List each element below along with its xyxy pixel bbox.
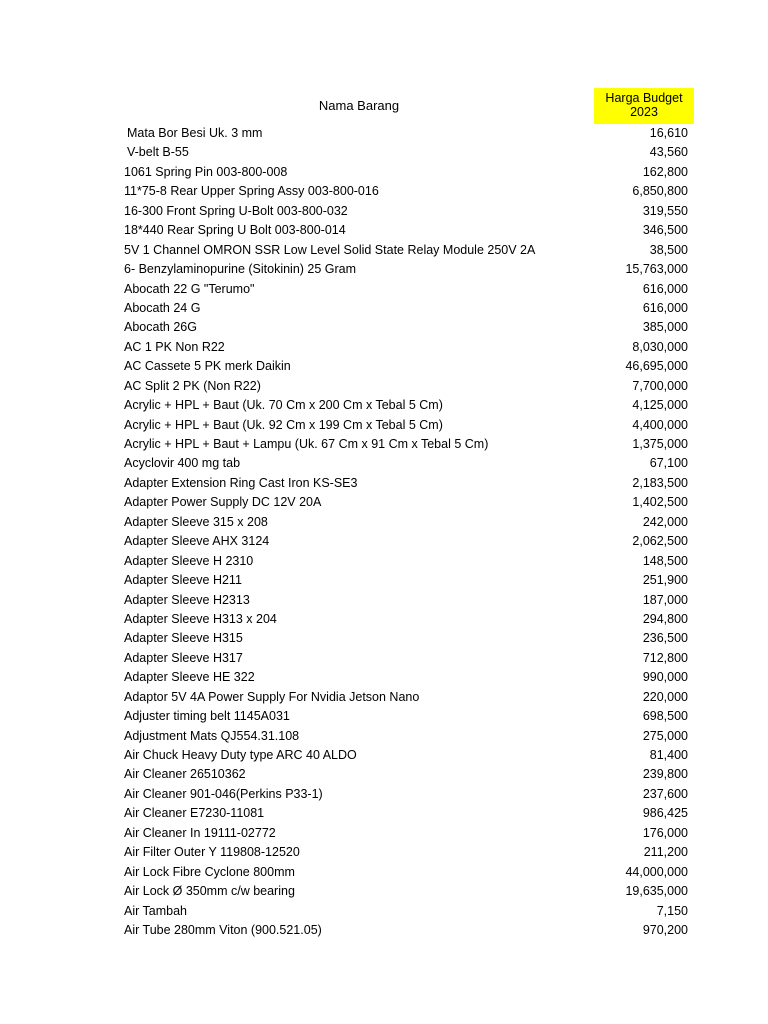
cell-budget-price[interactable]: 242,000 (642, 514, 688, 529)
cell-budget-price[interactable]: 698,500 (642, 709, 688, 724)
cell-budget-price[interactable]: 319,550 (642, 203, 688, 218)
cell-budget-price[interactable]: 46,695,000 (625, 359, 688, 374)
cell-budget-price[interactable]: 1,375,000 (632, 437, 688, 451)
cell-item-name[interactable]: Adapter Sleeve HE 322 (124, 670, 255, 685)
cell-budget-price[interactable]: 4,400,000 (632, 417, 688, 432)
cell-item-name[interactable]: Adapter Sleeve H211 (124, 573, 242, 588)
table-row (0, 221, 768, 240)
cell-item-name[interactable]: Adjuster timing belt 1145A031 (124, 709, 290, 724)
table-row (0, 454, 768, 473)
cell-budget-price[interactable]: 970,200 (642, 922, 688, 937)
cell-item-name[interactable]: V-belt B-55 (127, 145, 189, 160)
cell-item-name[interactable]: Adapter Sleeve H 2310 (124, 553, 254, 568)
cell-item-name[interactable]: Adapter Power Supply DC 12V 20A (124, 495, 322, 510)
cell-item-name[interactable]: 6- Benzylaminopurine (Sitokinin) 25 Gram (124, 262, 357, 277)
cell-budget-price[interactable]: 616,000 (642, 300, 688, 315)
cell-budget-price[interactable]: 275,000 (642, 728, 688, 743)
table-row (0, 863, 768, 882)
cell-item-name[interactable]: Acyclovir 400 mg tab (124, 456, 241, 471)
table-row (0, 299, 768, 318)
cell-budget-price[interactable]: 237,600 (642, 786, 688, 801)
table-row (0, 513, 768, 532)
cell-item-name[interactable]: Air Cleaner E7230-11081 (124, 806, 265, 821)
column-header-harga-budget[interactable] (594, 88, 694, 124)
cell-item-name[interactable]: 5V 1 Channel OMRON SSR Low Level Solid State Relay Module 250V 2A (124, 242, 536, 257)
table-row (0, 921, 768, 940)
cell-item-name[interactable]: Air Tube 280mm Viton (900.521.05) (124, 922, 322, 937)
cell-item-name[interactable]: AC Split 2 PK (Non R22) (124, 378, 261, 393)
cell-budget-price[interactable]: 162,800 (642, 164, 688, 179)
table-row (0, 785, 768, 804)
cell-budget-price[interactable]: 67,100 (649, 456, 688, 471)
cell-budget-price[interactable]: 211,200 (643, 845, 688, 860)
cell-budget-price[interactable]: 986,425 (642, 806, 688, 821)
table-row (0, 552, 768, 571)
cell-budget-price[interactable]: 990,000 (642, 670, 688, 685)
table-row (0, 532, 768, 551)
cell-item-name[interactable]: 16-300 Front Spring U-Bolt 003-800-032 (124, 203, 348, 218)
table-row (0, 824, 768, 843)
cell-item-name[interactable]: Abocath 24 G (124, 300, 201, 315)
cell-item-name[interactable]: Air Cleaner In 19111-02772 (124, 825, 276, 840)
cell-budget-price[interactable]: 16,610 (649, 126, 688, 140)
cell-budget-price[interactable]: 346,500 (642, 223, 688, 238)
table-row (0, 688, 768, 707)
cell-budget-price[interactable]: 176,000 (642, 825, 688, 840)
cell-item-name[interactable]: Adapter Sleeve H315 (124, 631, 243, 646)
table-row (0, 727, 768, 746)
cell-item-name[interactable]: Mata Bor Besi Uk. 3 mm (127, 126, 263, 140)
cell-item-name[interactable]: Acrylic + HPL + Baut (Uk. 92 Cm x 199 Cm x Tebal 5 Cm) (124, 417, 443, 432)
cell-item-name[interactable]: Air Filter Outer Y 119808-12520 (124, 845, 300, 860)
cell-budget-price[interactable]: 15,763,000 (625, 262, 688, 277)
cell-item-name[interactable]: Abocath 26G (124, 320, 197, 335)
cell-item-name[interactable]: Adapter Sleeve H313 x 204 (124, 611, 277, 626)
cell-item-name[interactable]: Acrylic + HPL + Baut + Lampu (Uk. 67 Cm x 91 Cm x Tebal 5 Cm) (124, 437, 489, 451)
cell-budget-price[interactable]: 239,800 (642, 767, 688, 782)
table-row (0, 746, 768, 765)
table-row (0, 396, 768, 415)
table-row (0, 804, 768, 823)
table-row (0, 882, 768, 901)
table-row (0, 182, 768, 201)
cell-budget-price[interactable]: 7,150 (656, 903, 688, 918)
table-row (0, 765, 768, 784)
table-row (0, 260, 768, 279)
table-row (0, 474, 768, 493)
table-row (0, 707, 768, 726)
cell-budget-price[interactable]: 294,800 (642, 611, 688, 626)
cell-item-name[interactable]: Air Chuck Heavy Duty type ARC 40 ALDO (124, 748, 357, 762)
cell-budget-price[interactable]: 2,062,500 (632, 534, 688, 549)
table-row (0, 241, 768, 260)
cell-item-name[interactable]: Adapter Extension Ring Cast Iron KS-SE3 (124, 475, 358, 490)
cell-item-name[interactable]: Air Tambah (124, 903, 187, 918)
table-row (0, 377, 768, 396)
table-row (0, 124, 768, 143)
cell-budget-price[interactable]: 385,000 (642, 320, 688, 335)
table-row (0, 843, 768, 862)
table-row (0, 629, 768, 648)
cell-budget-price[interactable]: 44,000,000 (625, 864, 688, 879)
cell-budget-price[interactable]: 81,400 (649, 748, 688, 762)
cell-budget-price[interactable]: 712,800 (642, 650, 688, 665)
table-row (0, 435, 768, 454)
cell-budget-price[interactable]: 38,500 (649, 242, 688, 257)
table-row (0, 571, 768, 590)
cell-budget-price[interactable]: 43,560 (649, 145, 688, 160)
cell-budget-price[interactable]: 4,125,000 (632, 398, 688, 413)
table-row (0, 318, 768, 337)
table-row (0, 280, 768, 299)
cell-item-name[interactable]: Air Lock Ø 350mm c/w bearing (124, 884, 295, 899)
table-row (0, 902, 768, 921)
cell-item-name[interactable]: Abocath 22 G "Terumo" (124, 281, 255, 296)
cell-item-name[interactable]: 11*75-8 Rear Upper Spring Assy 003-800-016 (124, 184, 379, 199)
table-row (0, 649, 768, 668)
table-row (0, 493, 768, 512)
cell-item-name[interactable]: 18*440 Rear Spring U Bolt 003-800-014 (124, 223, 346, 238)
cell-budget-price[interactable]: 7,700,000 (632, 378, 688, 393)
table-row (0, 591, 768, 610)
table-row (0, 668, 768, 687)
cell-budget-price[interactable]: 236,500 (642, 631, 688, 646)
cell-budget-price[interactable]: 616,000 (642, 281, 688, 296)
cell-item-name[interactable]: Adaptor 5V 4A Power Supply For Nvidia Jetson Nano (124, 689, 420, 704)
table-row (0, 143, 768, 162)
cell-item-name[interactable]: Air Cleaner 901-046(Perkins P33-1) (124, 786, 323, 801)
cell-budget-price[interactable]: 187,000 (642, 592, 688, 607)
column-header-harga-budget-line2: 2023 (630, 105, 658, 119)
table-row (0, 416, 768, 435)
cell-budget-price[interactable]: 148,500 (642, 553, 688, 568)
table-row (0, 163, 768, 182)
table-row (0, 338, 768, 357)
cell-item-name[interactable]: AC 1 PK Non R22 (124, 339, 225, 354)
table-body (0, 124, 768, 940)
cell-budget-price[interactable]: 19,635,000 (625, 884, 688, 899)
cell-budget-price[interactable]: 8,030,000 (632, 339, 688, 354)
cell-item-name[interactable]: AC Cassete 5 PK merk Daikin (124, 359, 291, 374)
cell-item-name[interactable]: Adjustment Mats QJ554.31.108 (124, 728, 300, 743)
table-row (0, 357, 768, 376)
cell-item-name[interactable]: Air Lock Fibre Cyclone 800mm (124, 864, 295, 879)
cell-item-name[interactable]: 1061 Spring Pin 003-800-008 (124, 164, 288, 179)
cell-budget-price[interactable]: 6,850,800 (632, 184, 688, 199)
cell-item-name[interactable]: Air Cleaner 26510362 (124, 767, 246, 782)
table-row (0, 610, 768, 629)
cell-item-name[interactable]: Acrylic + HPL + Baut (Uk. 70 Cm x 200 Cm x Tebal 5 Cm) (124, 398, 443, 413)
column-header-nama-barang[interactable]: Nama Barang (318, 98, 400, 113)
column-header-harga-budget-line1: Harga Budget (605, 91, 683, 105)
cell-budget-price[interactable]: 2,183,500 (632, 475, 688, 490)
cell-budget-price[interactable]: 1,402,500 (632, 495, 688, 510)
cell-item-name[interactable]: Adapter Sleeve AHX 3124 (124, 534, 270, 549)
cell-item-name[interactable]: Adapter Sleeve H317 (124, 650, 243, 665)
cell-item-name[interactable]: Adapter Sleeve 315 x 208 (124, 514, 268, 529)
cell-budget-price[interactable]: 251,900 (642, 573, 688, 588)
header-row (0, 88, 768, 124)
table-row (0, 202, 768, 221)
cell-item-name[interactable]: Adapter Sleeve H2313 (124, 592, 250, 607)
cell-budget-price[interactable]: 220,000 (642, 689, 688, 704)
